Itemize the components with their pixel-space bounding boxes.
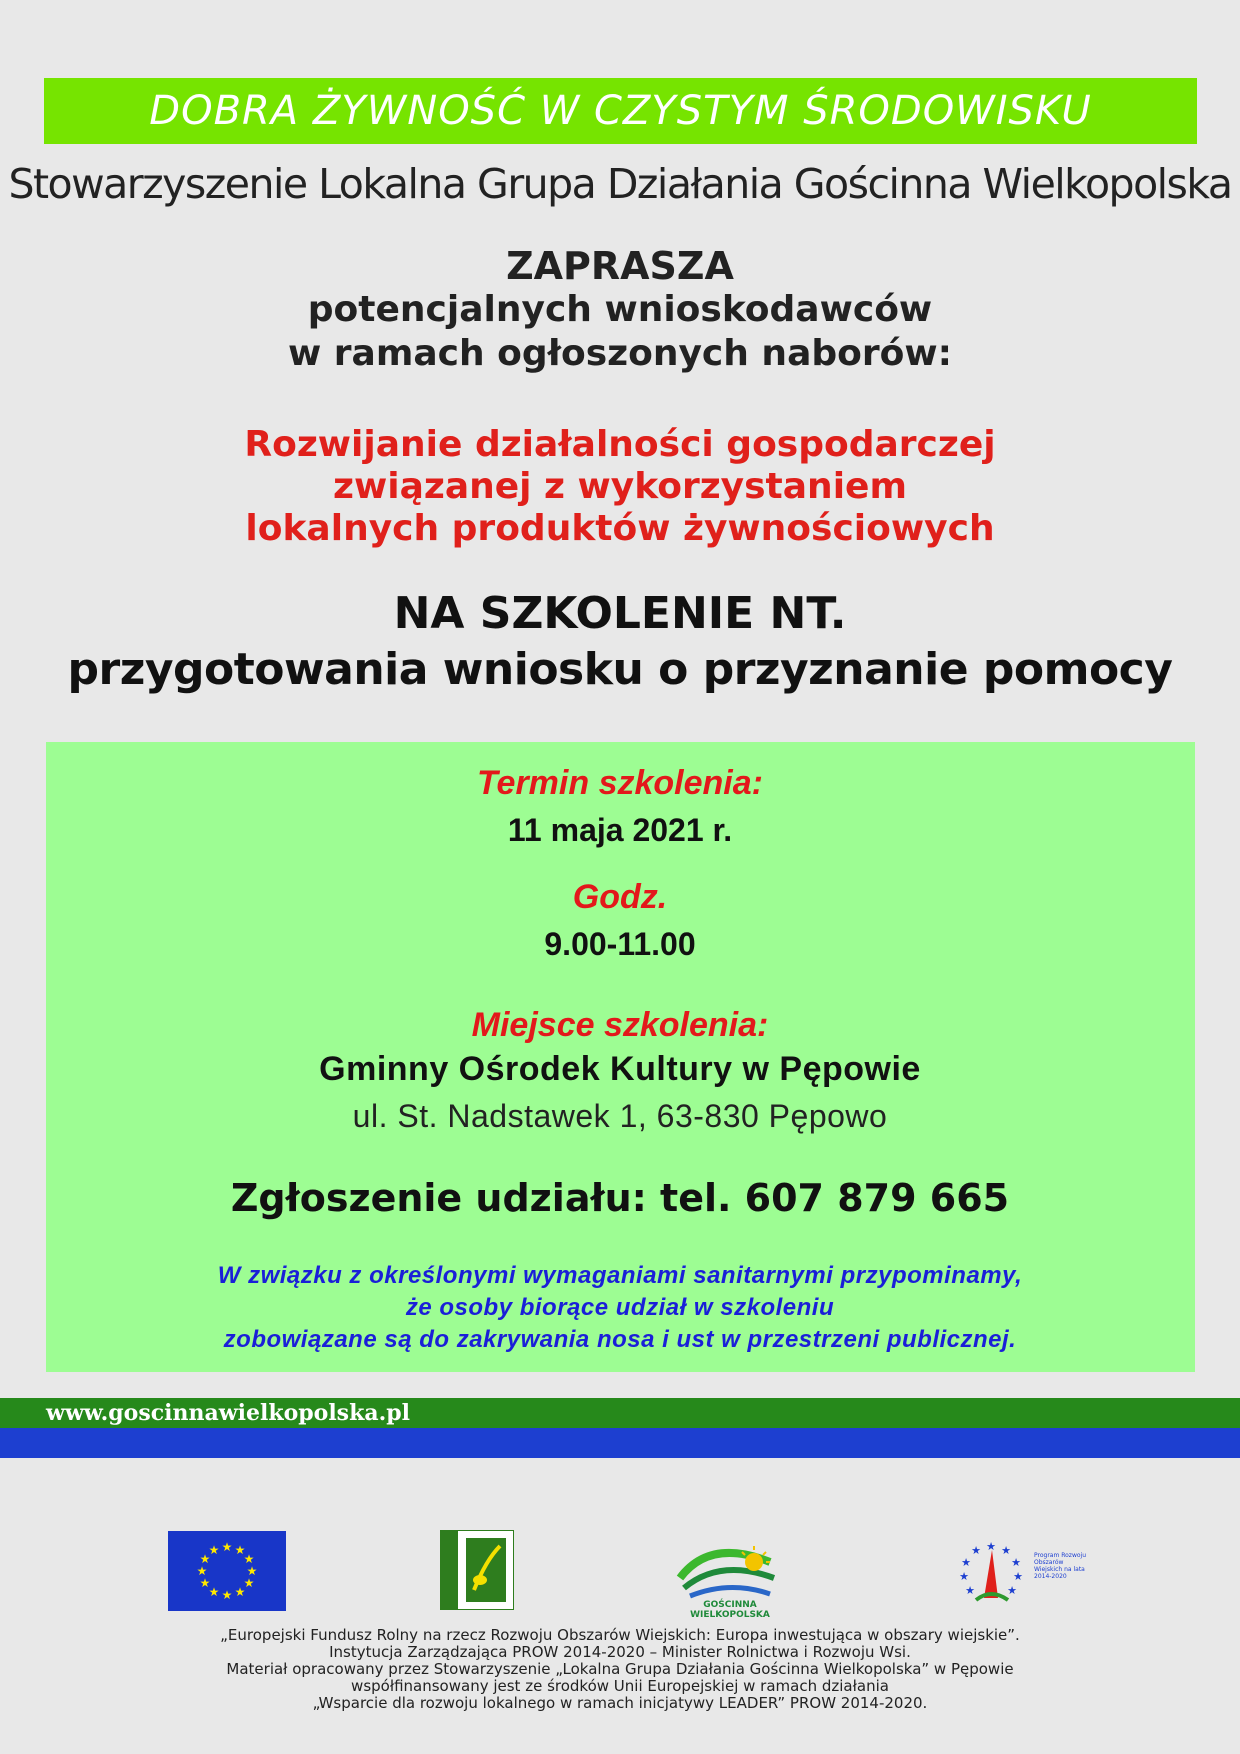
footer-line-4: współfinansowany jest ze środków Unii Europejskiej w ramach działania xyxy=(351,1677,889,1695)
footer-line-2: Instytucja Zarządzająca PROW 2014-2020 – Minister Rolnictwa i Rozwoju Wsi. xyxy=(329,1643,911,1661)
hour-label: Godz. xyxy=(572,878,668,916)
date-value: 11 maja 2021 r. xyxy=(507,812,733,848)
signup-phone: Zgłoszenie udziału: tel. 607 879 665 xyxy=(230,1176,1010,1220)
call-line-1: Rozwijanie działalności gospodarczej xyxy=(244,424,996,465)
svg-text:★: ★ xyxy=(959,1570,969,1583)
organization-name: Stowarzyszenie Lokalna Grupa Działania Gościnna Wielkopolska xyxy=(8,160,1232,208)
training-heading: NA SZKOLENIE NT. xyxy=(393,588,847,639)
top-banner xyxy=(44,78,1197,144)
place-label: Miejsce szkolenia: xyxy=(471,1006,769,1044)
footer-line-1: „Europejski Fundusz Rolny na rzecz Rozwoju Obszarów Wiejskich: Europa inwestująca w obszary wiejskie”. xyxy=(220,1626,1020,1644)
svg-text:★: ★ xyxy=(961,1556,971,1569)
call-line-2: związanej z wykorzystaniem xyxy=(333,466,907,507)
footer-disclaimer xyxy=(0,1627,1240,1712)
call-line-3: lokalnych produktów żywnościowych xyxy=(245,508,995,549)
footer-line-3: Materiał opracowany przez Stowarzyszenie „Lokalna Grupa Działania Gościnna Wielkopolska” w Pępowie xyxy=(226,1660,1014,1678)
invite-subtitle xyxy=(0,288,1240,376)
svg-text:★: ★ xyxy=(199,1576,211,1590)
svg-text:★: ★ xyxy=(234,1543,246,1557)
gw-logo-text: GOŚCINNA WIELKOPOLSKA xyxy=(690,1600,770,1620)
svg-text:★: ★ xyxy=(1007,1584,1017,1597)
svg-text:★: ★ xyxy=(986,1540,996,1553)
leader-emblem-icon xyxy=(440,1530,514,1610)
invite-title: ZAPRASZA xyxy=(506,244,734,288)
svg-text:★: ★ xyxy=(221,1588,233,1602)
date-label: Termin szkolenia: xyxy=(477,764,763,802)
svg-text:★: ★ xyxy=(1001,1544,1011,1557)
eu-flag-logo xyxy=(168,1531,286,1611)
banner-slogan: DOBRA ŻYWNOŚĆ W CZYSTYM ŚRODOWISKU xyxy=(149,88,1092,134)
place-name: Gminny Ośrodek Kultury w Pępowie xyxy=(319,1050,921,1088)
svg-text:★: ★ xyxy=(208,1543,220,1557)
svg-text:★: ★ xyxy=(1013,1570,1023,1583)
svg-text:★: ★ xyxy=(965,1584,975,1597)
sanitary-line-1: W związku z określonymi wymaganiami sanitarnymi przypominamy, xyxy=(217,1262,1023,1289)
prow-logo xyxy=(946,1528,1086,1618)
svg-text:★: ★ xyxy=(221,1540,233,1554)
goscinna-wielkopolska-logo xyxy=(670,1528,790,1618)
prow-logo-text: Program Rozwoju Obszarów Wiejskich na lata 2014-2020 xyxy=(1034,1552,1086,1580)
svg-text:★: ★ xyxy=(243,1576,255,1590)
sanitary-line-2: że osoby biorące udział w szkoleniu xyxy=(405,1294,835,1321)
svg-text:★: ★ xyxy=(208,1585,220,1599)
invite-line-2: w ramach ogłoszonych naborów: xyxy=(287,333,952,374)
invite-line-1: potencjalnych wnioskodawców xyxy=(307,289,933,330)
svg-text:★: ★ xyxy=(971,1544,981,1557)
training-subject: przygotowania wniosku o przyznanie pomocy xyxy=(67,644,1173,695)
svg-text:★: ★ xyxy=(196,1564,208,1578)
svg-text:★: ★ xyxy=(243,1552,255,1566)
call-for-proposals xyxy=(0,424,1240,550)
svg-text:★: ★ xyxy=(1011,1556,1021,1569)
svg-text:★: ★ xyxy=(234,1585,246,1599)
prow-emblem-icon xyxy=(946,1528,1036,1618)
leader-logo xyxy=(440,1530,514,1610)
sanitary-line-3: zobowiązane są do zakrywania nosa i ust w przestrzeni publicznej. xyxy=(223,1326,1017,1353)
hour-value: 9.00-11.00 xyxy=(544,926,696,962)
website-link[interactable]: www.goscinnawielkopolska.pl xyxy=(46,1400,410,1426)
footer-line-5: „Wsparcie dla rozwoju lokalnego w ramach inicjatywy LEADER” PROW 2014-2020. xyxy=(312,1694,928,1712)
sanitary-notice xyxy=(0,1260,1240,1356)
eu-stars-icon xyxy=(168,1531,286,1611)
place-address: ul. St. Nadstawek 1, 63-830 Pępowo xyxy=(352,1098,888,1134)
blue-stripe xyxy=(0,1428,1240,1458)
svg-text:★: ★ xyxy=(199,1552,211,1566)
svg-text:★: ★ xyxy=(246,1564,258,1578)
